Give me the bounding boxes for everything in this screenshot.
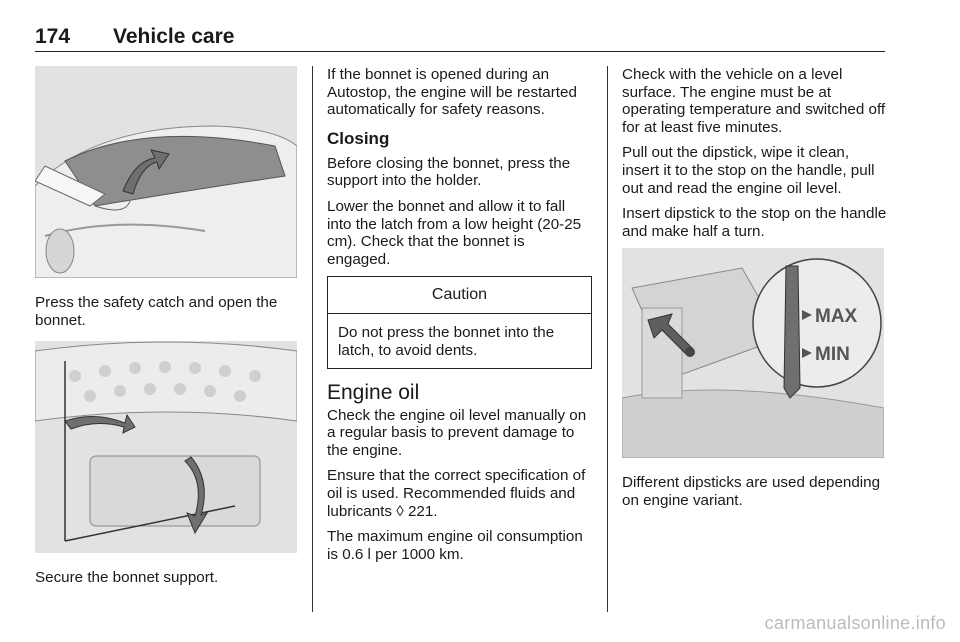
figure-caption-2: Secure the bonnet support. [35, 569, 219, 587]
insert-paragraph: Insert dipstick to the stop on the handle and make half a turn. [622, 205, 887, 240]
caution-text: Do not press the bonnet into the latch, to avoid dents. [338, 324, 555, 359]
caution-title: Caution [328, 277, 591, 314]
caution-box [327, 276, 592, 368]
page-number: 174 [35, 25, 71, 48]
bonnet-support-illustration [35, 341, 297, 553]
oil-paragraph-1: Check the engine oil level manually on a regular basis to prevent damage to the engine. [327, 406, 587, 459]
column-2 [327, 66, 592, 571]
closing-paragraph-1: Before closing the bonnet, press the support into the holder. [327, 154, 571, 190]
figure-caption-1: Press the safety catch and open the bonnet. [35, 294, 278, 329]
check-paragraph: Check with the vehicle on a level surface. The engine must be at operating temperature and switched off for at least five minutes. [622, 66, 886, 136]
section-title: Vehicle care [113, 25, 235, 48]
dipstick-min-label: MIN [815, 344, 850, 366]
closing-paragraph-2: Lower the bonnet and allow it to fall into the latch from a low height (20-25 cm). Check that the bonnet is engaged. [327, 197, 582, 268]
closing-heading: Closing [327, 128, 390, 148]
oil-paragraph-2: Ensure that the correct specification of oil is used. Recommended fluids and lubricants ◊ 221. [327, 467, 586, 520]
engine-oil-heading: Engine oil [327, 380, 420, 404]
column-1 [35, 66, 297, 595]
bonnet-open-illustration [35, 66, 297, 278]
dipstick-illustration [622, 248, 884, 458]
autostop-paragraph: If the bonnet is opened during an Autostop, the engine will be restarted automatically for safety reasons. [327, 66, 577, 119]
dipstick-max-label: MAX [815, 306, 858, 328]
oil-paragraph-3: The maximum engine oil consumption is 0.6 l per 1000 km. [327, 528, 583, 563]
dipstick-paragraph: Pull out the dipstick, wipe it clean, insert it to the stop on the handle, pull out and read the engine oil level. [622, 144, 875, 197]
watermark: carmanualsonline.info [764, 613, 946, 633]
page-header [35, 25, 885, 52]
column-3 [622, 66, 887, 518]
column-divider [312, 66, 313, 612]
figure-caption-3: Different dipsticks are used depending on engine variant. [622, 474, 881, 509]
column-divider [607, 66, 608, 612]
